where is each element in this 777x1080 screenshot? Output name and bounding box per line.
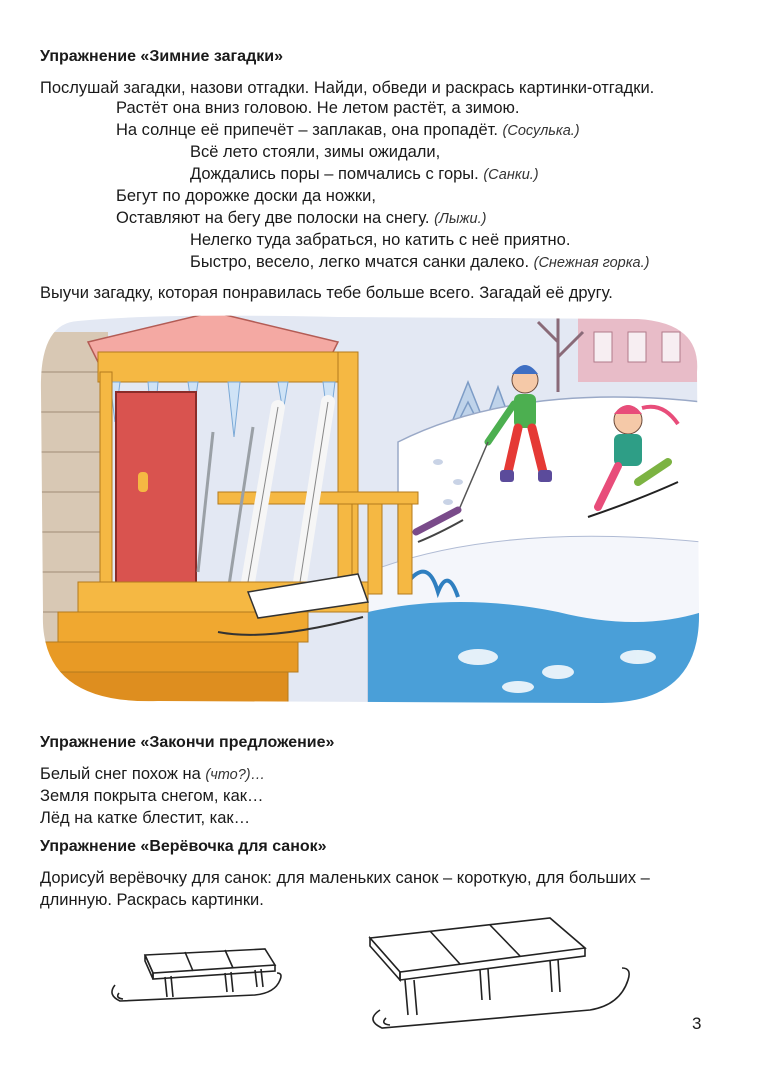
riddle-line: Бегут по дорожке доски да ножки, bbox=[116, 187, 376, 205]
exercise-1-outro: Выучи загадку, которая понравилась тебе больше всего. Загадай её другу. bbox=[40, 284, 613, 302]
riddle-answer: (Лыжи.) bbox=[434, 211, 487, 227]
exercise-2-title: Упражнение «Закончи предложение» bbox=[40, 734, 335, 751]
riddle-answer: (Сосулька.) bbox=[502, 123, 580, 139]
sentence-line-3: Лёд на катке блестит, как… bbox=[40, 809, 251, 827]
sentence-line-2: Земля покрыта снегом, как… bbox=[40, 787, 264, 805]
exercise-1-intro: Послушай загадки, назови отгадки. Найди, обведи и раскрась картинки-отгадки. bbox=[40, 79, 655, 97]
exercise-3-text-line-2: длинную. Раскрась картинки. bbox=[40, 891, 264, 909]
exercise-1-title: Упражнение «Зимние загадки» bbox=[40, 48, 283, 65]
riddle-answer: (Снежная горка.) bbox=[533, 255, 650, 271]
sentence-line-1: Белый снег похож на (что?)… bbox=[40, 765, 266, 783]
riddle-line: Дождались поры – помчались с горы. (Санки.) bbox=[190, 165, 539, 183]
winter-scene-illustration bbox=[38, 312, 702, 706]
riddle-line: Растёт она вниз головою. Не летом растёт, а зимою. bbox=[116, 99, 520, 117]
riddle-line: Оставляют на бегу две полоски на снегу. (Лыжи.) bbox=[116, 209, 487, 227]
exercise-3-text-line-1: Дорисуй верёвочку для санок: для маленьких санок – короткую, для больших – bbox=[40, 869, 650, 887]
riddle-line: Нелегко туда забраться, но катить с неё приятно. bbox=[190, 231, 571, 249]
page-number: 3 bbox=[692, 1014, 702, 1033]
small-sled-outline bbox=[105, 935, 290, 1015]
riddle-answer: (Санки.) bbox=[483, 167, 539, 183]
large-sled-outline bbox=[360, 910, 640, 1035]
riddle-line: На солнце её припечёт – заплакав, она пропадёт. (Сосулька.) bbox=[116, 121, 580, 139]
exercise-3-title: Упражнение «Верёвочка для санок» bbox=[40, 838, 327, 855]
riddle-line: Быстро, весело, легко мчатся санки далеко. (Снежная горка.) bbox=[190, 253, 650, 271]
riddle-line: Всё лето стояли, зимы ожидали, bbox=[190, 143, 441, 161]
question-hint: (что?)… bbox=[205, 767, 266, 783]
